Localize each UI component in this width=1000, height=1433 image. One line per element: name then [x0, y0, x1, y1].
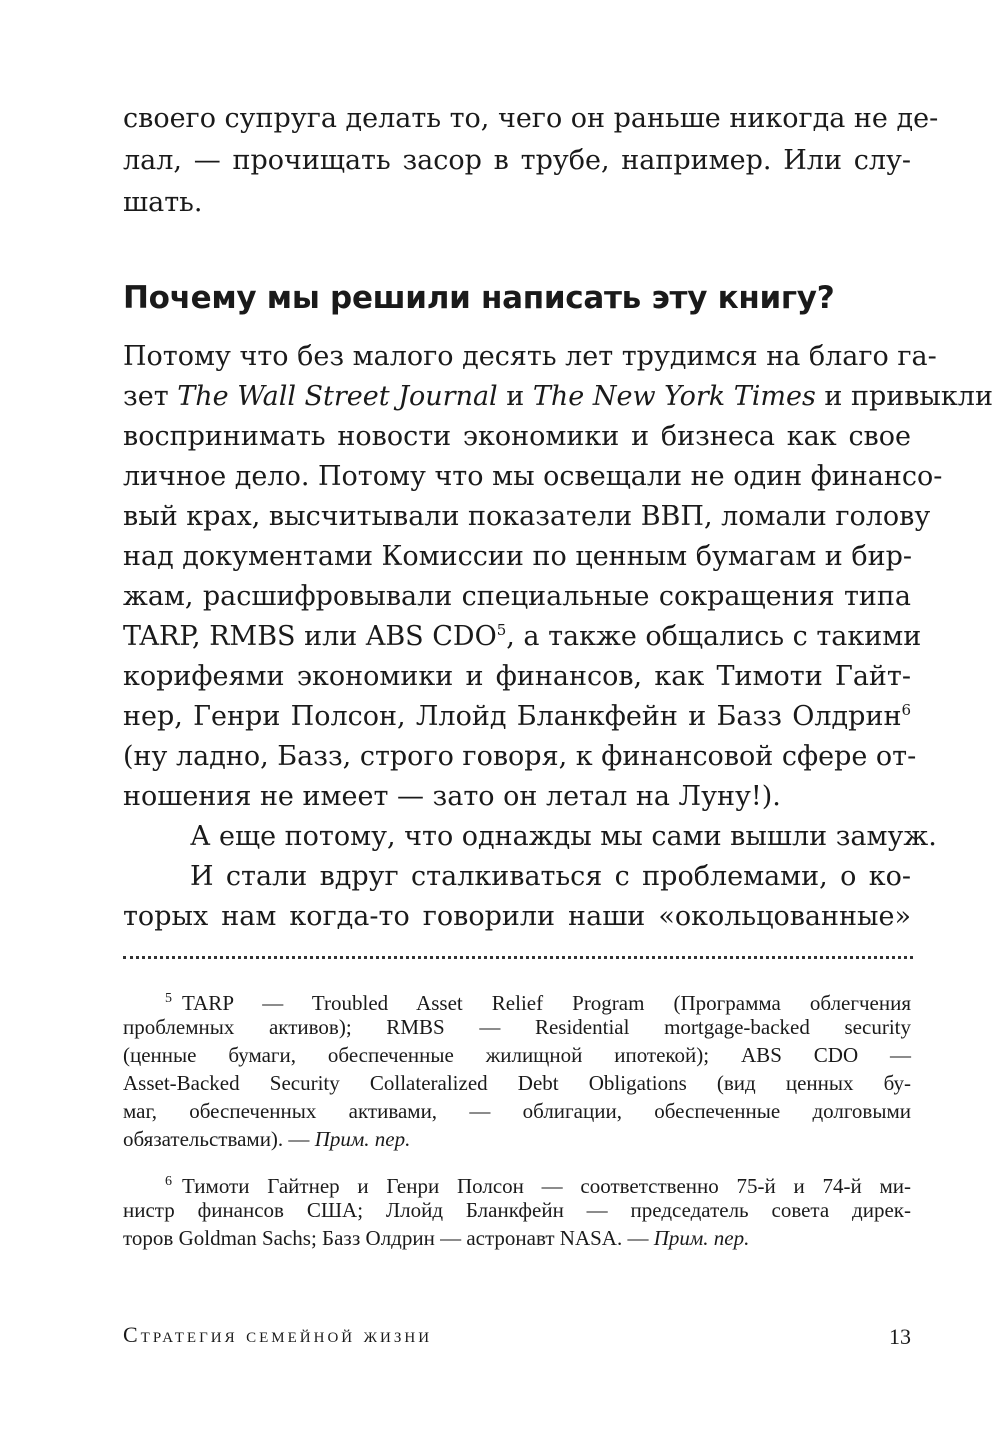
body-text-line: личное дело. Потому что мы освещали не один финансо- [123, 461, 943, 492]
footnote-line: (ценные бумаги, обеспеченные жилищной ипотекой); ABS CDO — [123, 1043, 911, 1067]
footnote-line: Asset-Backed Security Collateralized Debt Obligations (вид ценных бу- [123, 1071, 911, 1095]
footnote-text: TARP — Troubled Asset Relief Program (Программа облегчения [182, 991, 911, 1015]
footnote-text: торов Goldman Sachs; Базз Олдрин — астронавт NASA. — [123, 1226, 654, 1250]
page-number: 13 [889, 1324, 911, 1349]
body-text-line: Потому что без малого десять лет трудимся на благо га- [123, 341, 937, 372]
footnote-line: нистр финансов США; Ллойд Бланкфейн — председатель совета дирек- [123, 1198, 911, 1222]
footnote-mark: 6 [165, 1174, 172, 1189]
body-text-line: И стали вдруг сталкиваться с проблемами, о ко- [190, 861, 911, 892]
newspaper-title: The New York Times [532, 381, 816, 412]
body-text-span: и привыкли [815, 381, 993, 412]
body-text-span: , а также общались с такими [506, 621, 922, 652]
footnote-line: проблемных активов); RMBS — Residential mortgage-backed security [123, 1015, 911, 1039]
body-text-line: корифеями экономики и финансов, как Тимоти Гайт- [123, 661, 911, 692]
body-text-span: зет [123, 381, 178, 412]
translator-note: Прим. пер. [314, 1127, 411, 1151]
footnote-separator [123, 956, 913, 959]
footnote-line: маг, обеспеченных активами, — облигации, обеспеченные долговыми [123, 1099, 911, 1123]
footnote-text: Тимоти Гайтнер и Генри Полсон — соответственно 75-й и 74-й ми- [182, 1174, 911, 1198]
body-text-line: воспринимать новости экономики и бизнеса как свое [123, 421, 911, 452]
running-footer-title: Стратегия семейной жизни [123, 1322, 433, 1347]
body-text-line: торых нам когда-то говорили наши «окольцованные» [123, 901, 911, 932]
body-text-line [123, 378, 993, 418]
body-text-line: (ну ладно, Базз, строго говоря, к финансовой сфере от- [123, 741, 917, 772]
footnote-line [165, 985, 911, 1015]
section-heading: Почему мы решили написать эту книгу? [123, 280, 835, 316]
footnote-text: обязательствами). — [123, 1127, 315, 1151]
body-text-line: жам, расшифровывали специальные сокращения типа [123, 581, 911, 612]
body-text-span: и [497, 381, 533, 412]
body-text-line: своего супруга делать то, чего он раньше никогда не де- [123, 103, 939, 134]
footnote-reference[interactable]: 5 [496, 621, 507, 639]
footnote-line [123, 1125, 911, 1155]
translator-note: Прим. пер. [653, 1226, 750, 1250]
body-text-line: А еще потому, что однажды мы сами вышли замуж. [190, 821, 937, 852]
body-text-line [123, 698, 911, 738]
footnote-line [123, 1224, 911, 1254]
footnote-mark: 5 [165, 991, 172, 1006]
body-text-line: над документами Комиссии по ценным бумагам и бир- [123, 541, 913, 572]
body-text-span: нер, Генри Полсон, Ллойд Бланкфейн и Базз Олдрин [123, 701, 902, 732]
footnote-reference[interactable]: 6 [901, 701, 911, 719]
body-text-span: TARP, RMBS или ABS CDO [123, 621, 497, 652]
body-text-line [123, 618, 922, 658]
body-text-line: вый крах, высчитывали показатели ВВП, ломали голову [123, 501, 931, 532]
footnote-line [165, 1168, 911, 1198]
body-text-line: ношения не имеет — зато он летал на Луну!). [123, 781, 781, 812]
body-text-line: шать. [123, 187, 203, 218]
body-text-line: лал, — прочищать засор в трубе, например. Или слу- [123, 145, 911, 176]
newspaper-title: The Wall Street Journal [177, 381, 498, 412]
